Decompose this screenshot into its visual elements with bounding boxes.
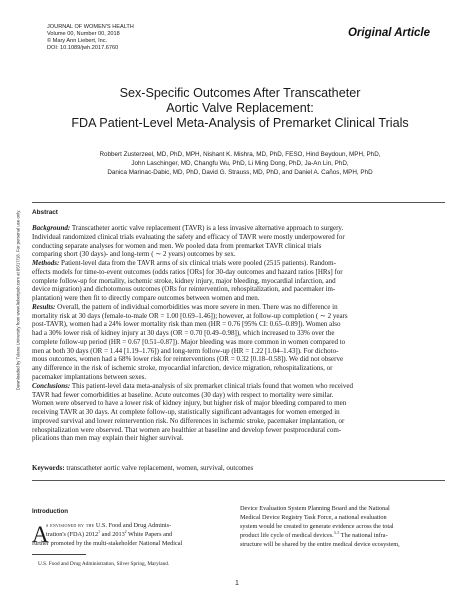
abstract-text: Women were observed to have a lower risk of kidney injury, but higher risk of major bleeding compared to men xyxy=(32,399,347,408)
abstract-text: Transcatheter aortic valve replacement (TAVR) is a less invasive alternative approach to surgery. xyxy=(70,224,344,232)
intro-line: structure will be shared by the entire medical device ecosystem, xyxy=(240,540,400,548)
citation-ref: 2 xyxy=(124,529,127,534)
abstract-section-label: Results: xyxy=(32,302,56,311)
intro-line: Medical Device Registry Task Force, a national evaluation xyxy=(240,513,387,521)
abstract-line xyxy=(32,399,445,408)
abstract-line xyxy=(32,391,445,400)
footnote-rule xyxy=(32,554,86,555)
abstract-line xyxy=(32,426,445,435)
abstract-text: improved survival and lower reintervention risk. No differences in ischemic stroke, pacemaker implantation, or xyxy=(32,416,345,425)
abstract-line xyxy=(32,338,445,347)
download-notice-text: Downloaded by Tulane University from www.liebertpub.com at 05/17/18. For personal use only. xyxy=(15,209,21,391)
doi-line: DOI: 10.1089/jwh.2017.6760 xyxy=(47,45,119,51)
abstract-line xyxy=(32,277,445,286)
title-line: Aortic Valve Replacement: xyxy=(166,101,314,115)
affiliation-footnote: U.S. Food and Drug Administration, Silver Spring, Maryland. xyxy=(38,561,170,567)
abstract-text: Overall, the pattern of individual comorbidities was more severe in men. There was no difference in xyxy=(55,302,338,311)
abstract-line xyxy=(32,285,445,294)
intro-line: Device Evaluation System Planning Board and the National xyxy=(240,505,390,512)
intro-line xyxy=(32,531,230,540)
abstract-section-label: Conclusions: xyxy=(32,381,71,390)
abstract-text: comparing short (30 days)- and long-term ( ∼ 2 years) outcomes by sex. xyxy=(32,250,236,259)
abstract-line xyxy=(32,242,445,251)
title-line: FDA Patient-Level Meta-Analysis of Premarket Clinical Trials xyxy=(71,116,409,130)
abstract-line xyxy=(32,373,445,382)
abstract-text: TAVR had fewer comorbidities at baseline. Acute outcomes (30 day) with respect to mortality were similar. xyxy=(32,390,334,399)
author-list xyxy=(40,151,440,178)
keywords xyxy=(32,464,445,472)
intro-right-column xyxy=(240,505,448,549)
abstract-line xyxy=(32,250,445,259)
abstract-text: pacemaker implantations between sexes. xyxy=(32,373,147,382)
abstract-text: complete follow-up period (HR = 0.67 [0.51–0.87]). Major bleeding was more common in women compared to xyxy=(32,337,346,346)
abstract-text: conducting separate analyses for women and men. We pooled data from premarket TAVR clinical trials xyxy=(32,241,322,250)
intro-text: and 2013 xyxy=(100,530,125,538)
abstract-line xyxy=(32,364,445,373)
abstract-line xyxy=(32,312,445,321)
abstract-text: receiving TAVR at 30 days. At complete follow-up, statistically significant advantages for women emerged in xyxy=(32,408,340,417)
abstract-text: effects models for time-to-event outcomes (odds ratios [ORs] for 30-day outcomes and hazard ratios [HRs] for xyxy=(32,267,343,276)
abstract-text: plications than men may explain their higher survival. xyxy=(32,434,184,443)
abstract-text: any difference in the risk of ischemic stroke, myocardial infarction, device migration, rehospitalizations, or xyxy=(32,364,333,373)
abstract-section-label: Methods: xyxy=(32,259,60,268)
abstract-text: Patient-level data from the TAVR arms of six clinical trials were pooled (2515 patients). Random- xyxy=(59,259,336,268)
abstract-text: post-TAVR), women had a 24% lower mortality risk than men (HR = 0.76 [95% CI: 0.65–0.89]). Women also xyxy=(32,320,341,329)
download-notice xyxy=(14,180,22,420)
abstract-line xyxy=(32,329,445,338)
abstract-line xyxy=(32,355,445,364)
abstract-section-label: Background: xyxy=(32,224,71,232)
intro-line xyxy=(32,522,230,531)
article-type-label: Original Article xyxy=(347,27,430,39)
abstract-top-rule xyxy=(32,202,445,203)
intro-text: tration's (FDA) 2012 xyxy=(46,530,99,538)
title-line: Sex-Specific Outcomes After Transcatheter xyxy=(119,86,361,100)
abstract-line xyxy=(32,233,445,242)
citation-ref: 1 xyxy=(98,529,101,534)
keywords-text: transcatheter aortic valve replacement, women, survival, outcomes xyxy=(64,464,254,472)
abstract-text: complete follow-up for mortality, ischemic stroke, kidney injury, major bleeding, myocardial infarction, and xyxy=(32,276,336,285)
abstract-line xyxy=(32,434,445,443)
abstract-text: had a 30% lower risk of kidney injury at 30 days (OR = 0.70 [0.49–0.98]), which increased to 33% over the xyxy=(32,329,335,338)
intro-text: White Papers and xyxy=(126,530,173,538)
abstract-text: men at both 30 days (OR = 1.44 [1.19–1.76]) and long-term follow-up (HR = 1.22 [1.04–1.43]). For dichoto- xyxy=(32,346,339,355)
abstract-heading: Abstract xyxy=(32,209,58,216)
intro-line: system would be created to generate evidence across the total xyxy=(240,522,394,530)
abstract-line xyxy=(32,347,445,356)
abstract-line xyxy=(32,382,445,391)
abstract-line xyxy=(32,320,445,329)
journal-volume: Volume 00, Number 00, 2018 xyxy=(47,31,120,37)
abstract-text: plantation) were then fit to directly compare outcomes between women and men. xyxy=(32,294,260,303)
abstract-line xyxy=(32,259,445,268)
intro-text: U.S. Food and Drug Adminis- xyxy=(94,522,172,529)
abstract-line xyxy=(32,408,445,417)
author-line: Danica Marinac-Dabic, MD, PhD, David G. Strauss, MD, PhD, and Daniel A. Caños, MPH, PhD xyxy=(107,168,373,176)
intro-text: product life cycle of medical devices. xyxy=(240,531,334,539)
author-line: Robbert Zusterzeel, MD, PhD, MPH, Nishant K. Mishra, MD, PhD, FESO, Hind Beydoun, MPH, PhD, xyxy=(99,151,381,158)
author-line: John Laschinger, MD, Changfu Wu, PhD, Li Ming Dong, PhD, Ja-An Lin, PhD, xyxy=(131,159,349,167)
abstract-text: device migration) and dichotomous outcomes (ORs for reintervention, rehospitalization, and pacemaker im- xyxy=(32,285,336,294)
page-number: 1 xyxy=(235,580,239,587)
abstract-line xyxy=(32,303,445,312)
abstract-text: Individual randomized clinical trials evaluating the safety and efficacy of TAVR were mostly underpowered for xyxy=(32,232,345,241)
intro-line: further promoted by the multi-stakeholder National Medical xyxy=(32,539,183,547)
intro-line xyxy=(240,532,448,541)
abstract-text: mous outcomes, women had a 68% lower risk for reinterventions (OR = 0.32 [0.18–0.58]). We did not observe xyxy=(32,355,344,364)
article-title xyxy=(40,86,440,131)
abstract-line xyxy=(32,268,445,277)
abstract-line xyxy=(32,224,445,233)
abstract-bottom-rule xyxy=(32,480,445,481)
abstract-text: mortality risk at 30 days (female-to-male OR = 1.00 [0.69–1.46]); however, at follow-up completion ( ∼ 2 years xyxy=(32,311,348,320)
abstract-line xyxy=(32,417,445,426)
journal-header xyxy=(47,24,134,52)
smallcaps-lead: s envisioned by the xyxy=(46,522,95,529)
abstract-text: rehospitalization were observed. That women are healthier at baseline and develop fewer postprocedural com- xyxy=(32,425,342,434)
abstract-line xyxy=(32,294,445,303)
intro-text: The national infra- xyxy=(339,531,388,539)
copyright-line: © Mary Ann Liebert, Inc. xyxy=(47,38,108,44)
intro-left-column xyxy=(32,522,230,549)
citation-ref: 3–5 xyxy=(333,530,340,535)
abstract-body xyxy=(32,224,445,443)
drop-cap: A xyxy=(32,522,49,547)
keywords-label: Keywords: xyxy=(32,464,65,472)
introduction-heading: Introduction xyxy=(32,508,69,515)
journal-name: JOURNAL OF WOMEN'S HEALTH xyxy=(47,24,134,30)
abstract-text: This patient-level data meta-analysis of six premarket clinical trials found that women who received xyxy=(70,381,353,390)
